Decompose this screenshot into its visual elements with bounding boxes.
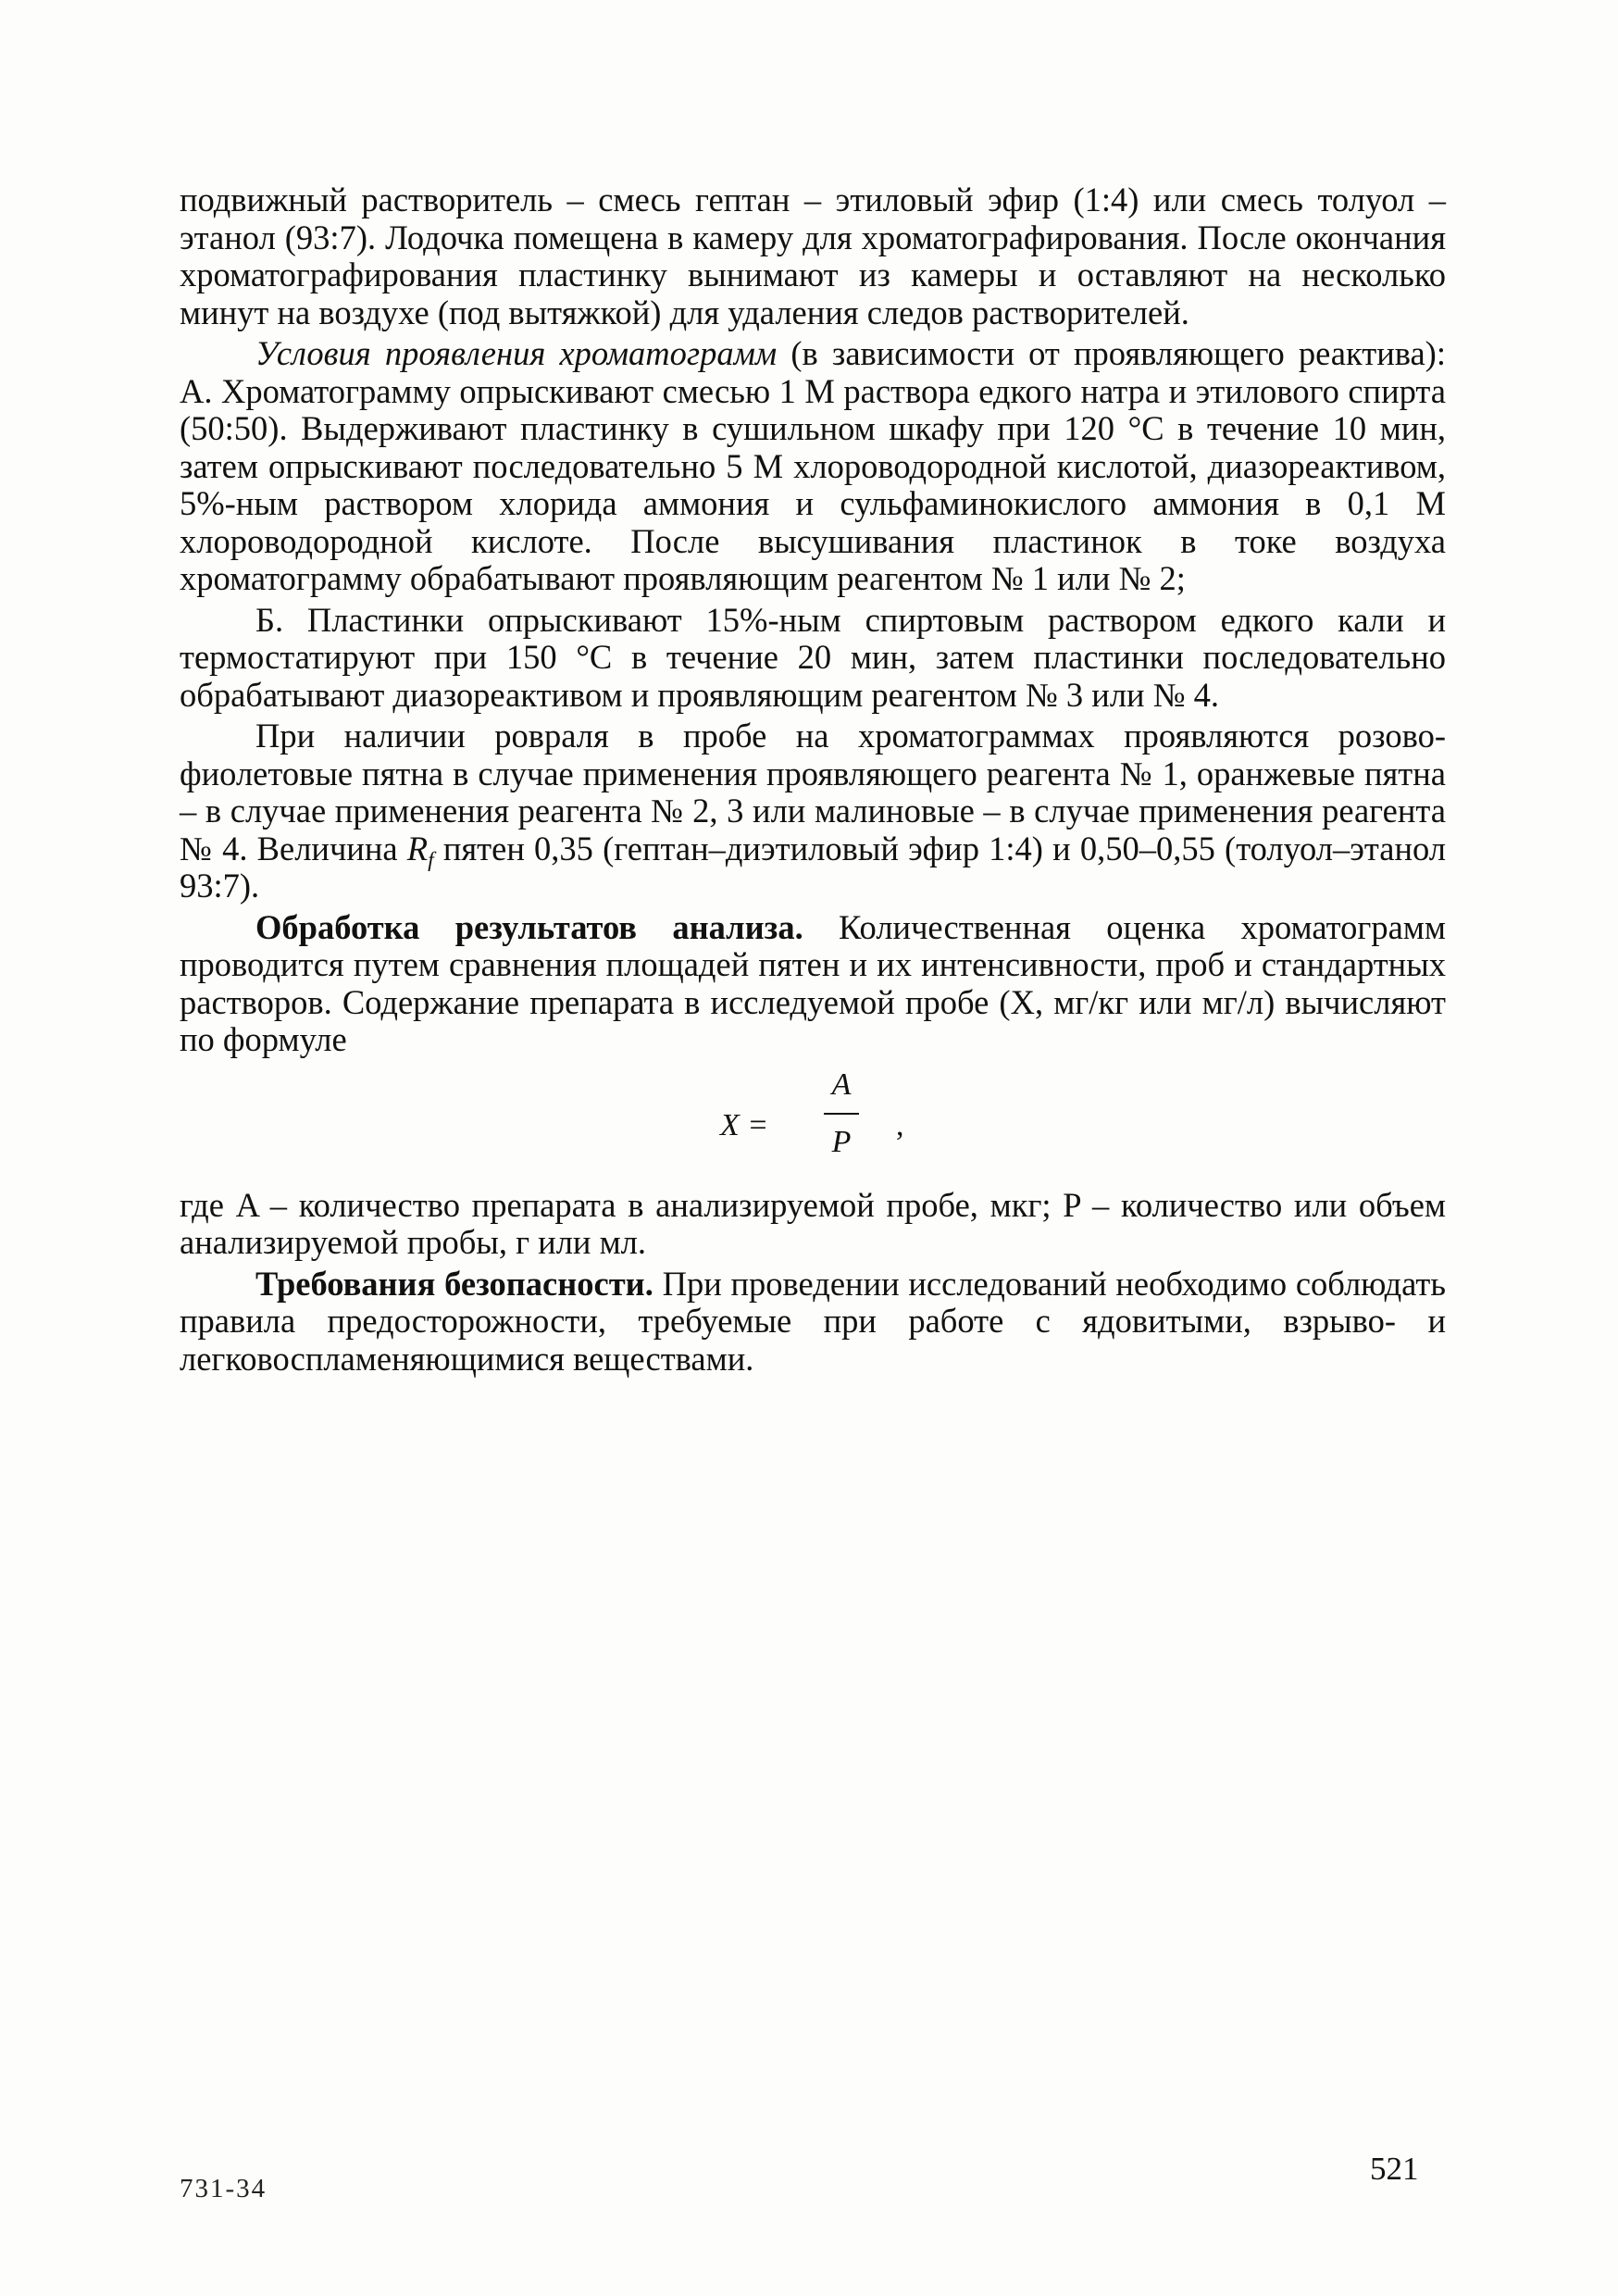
- rf-subscript: f: [428, 847, 434, 872]
- paragraph-where: [180, 1187, 1446, 1262]
- paragraph-text: При наличии ровраля в пробе на хроматограммах проявляются розово-фиолетовые пятна в случае применения проявляющего реагента № 1, оранжевые пятна – в случае применения реагента № 2, 3 или малиновые – в случае применения реагента № 4. Величина: [180, 717, 1446, 867]
- paragraph-results-processing: [180, 909, 1446, 1059]
- footer-signature: 731-34: [180, 2174, 268, 2203]
- formula: [180, 1065, 1446, 1187]
- paragraph-text: (в зависимости от проявляющего реактива): А. Хроматограмму опрыскивают смесью 1 М раствора едкого натра и этилового спирта (50:50). Выдерживают пластинку в сушильном шкафу при 120 °С в течение 10 мин, затем опрыскивают последовательно 5 М хлороводородной кислотой, диазореактивом, 5%-ным раствором хлорида аммония и сульфаминокислого аммония в 0,1 М хлороводородной кислоте. После высушивания пластинок в токе воздуха хроматограмму обрабатывают проявляющим реагентом № 1 или № 2;: [180, 334, 1446, 597]
- page-number: 521: [1370, 2151, 1419, 2187]
- rf-letter: R: [406, 829, 429, 867]
- formula-numerator: A: [831, 1067, 852, 1102]
- paragraph-text: При проведении исследований необходимо соблюдать правила предосторожности, требуемые при работе с ядовитыми, взрыво- и легковоспламеняющимися веществами.: [180, 1264, 1446, 1378]
- paragraph-text: Количественная оценка хроматограмм проводится путем сравнения площадей пятен и их интенсивности, проб и стандартных растворов. Содержание препарата в исследуемой пробе (X, мг/кг или мг/л) вычисляют по формуле: [180, 907, 1446, 1058]
- section-lead-italic: Условия проявления хроматограмм: [255, 334, 778, 372]
- formula-trailing-comma: ,: [896, 1107, 904, 1142]
- paragraph-spot-colors: [180, 718, 1446, 905]
- rf-symbol: [406, 829, 434, 872]
- paragraph-solvent: [180, 181, 1446, 331]
- paragraph-safety: [180, 1266, 1446, 1379]
- paragraph-variant-b: [180, 602, 1446, 715]
- paragraph-text: Б. Пластинки опрыскивают 15%-ным спиртовым раствором едкого кали и термостатируют при 150 °С в течение 20 мин, затем пластинки последовательно обрабатывают диазореактивом и проявляющим реагентом № 3 или № 4.: [180, 600, 1446, 714]
- paragraph-development-conditions: [180, 335, 1446, 598]
- paragraph-text: пятен 0,35 (гептан–диэтиловый эфир 1:4) и 0,50–0,55 (толуол–этанол 93:7).: [180, 829, 1447, 905]
- paragraph-text: подвижный растворитель – смесь гептан – этиловый эфир (1:4) или смесь толуол – этанол (93:7). Лодочка помещена в камеру для хроматографирования. После окончания хроматографирования пластинку вынимают из камеры и оставляют на несколько минут на воздухе (под вытяжкой) для удаления следов растворителей.: [180, 181, 1446, 331]
- section-lead-bold: Обработка результатов анализа.: [255, 907, 803, 946]
- formula-lhs: X =: [720, 1107, 769, 1142]
- paragraph-text: где A – количество препарата в анализируемой пробе, мкг; P – количество или объем анализируемой пробы, г или мл.: [180, 1185, 1446, 1261]
- section-lead-bold: Требования безопасности.: [255, 1264, 653, 1303]
- fraction-bar: [824, 1113, 859, 1115]
- body-text: [180, 181, 1446, 1381]
- formula-fraction: [809, 1065, 874, 1163]
- formula-denominator: P: [831, 1124, 852, 1159]
